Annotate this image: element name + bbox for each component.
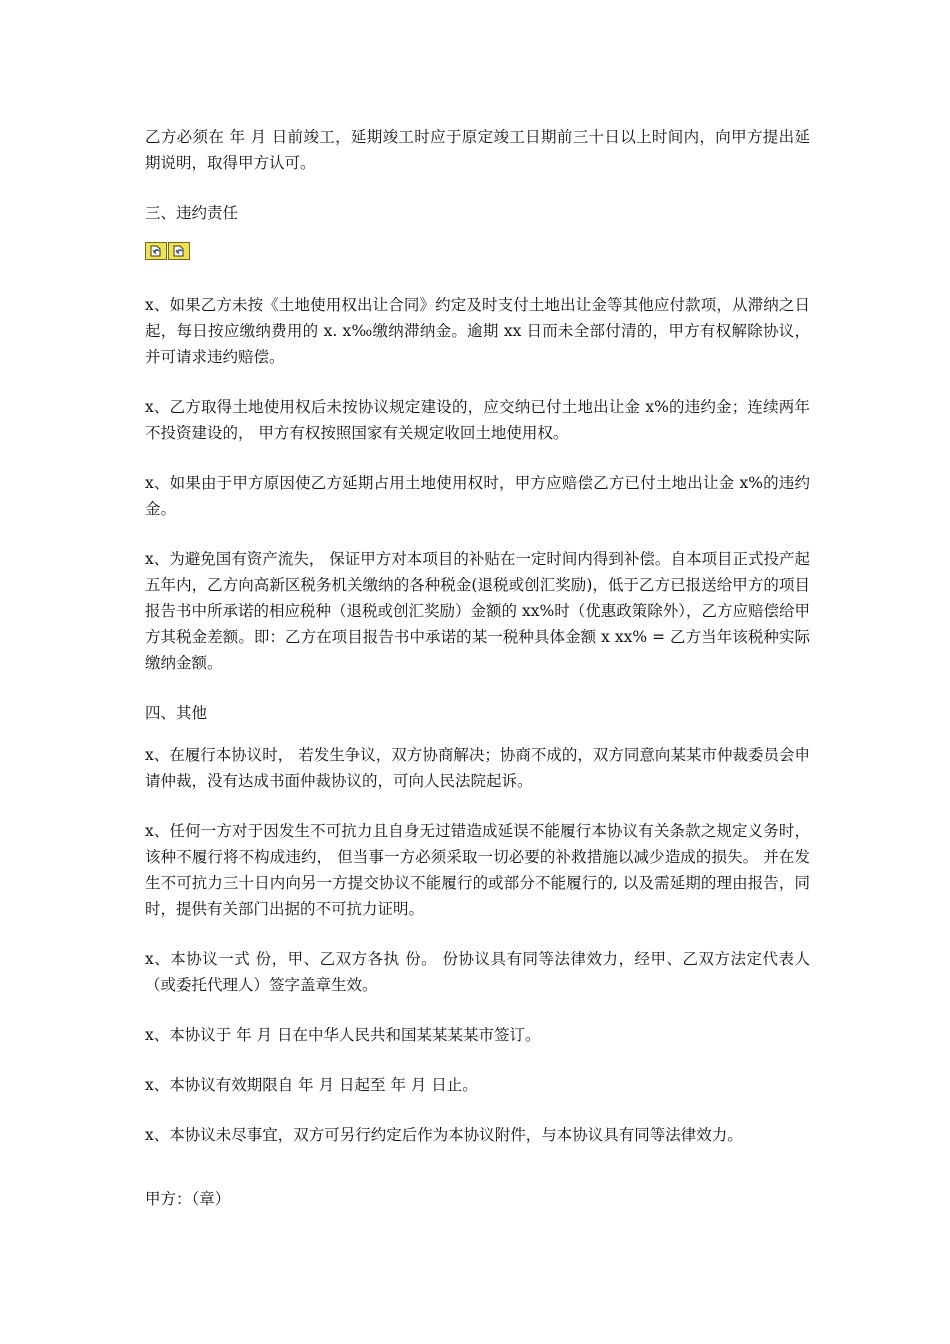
paragraph-construction-breach: x、乙方取得土地使用权后未按协议规定建设的，应交纳已付土地出让金 x%的违约金；连续两年不投资建设的， 甲方有权按照国家有关规定收回土地使用权。 bbox=[145, 398, 810, 442]
paragraph-validity-period: x、本协议有效期限自 年 月 日起至 年 月 日止。 bbox=[145, 1076, 478, 1094]
embedded-object-icons bbox=[145, 242, 810, 262]
paragraph-force-majeure: x、任何一方对于因发生不可抗力且自身无过错造成延误不能履行本协议有关条款之规定义务时，该种不履行将不构成违约， 但当事一方必须采取一切必要的补救措施以减少造成的损失。 并在发生不可抗力三十日内向另一方提交协议不能履行的或部分不能履行的, 以及需延期的理由报告，同时，提供有关部门出据的不可抗力证明。 bbox=[145, 822, 810, 918]
paragraph-tax-compensation: x、为避免国有资产流失， 保证甲方对本项目的补贴在一定时间内得到补偿。自本项目正式投产起五年内，乙方向高新区税务机关缴纳的各种税金(退税或创汇奖励)，低于乙方已报送给甲方的项目报告书中所承诺的相应税种（退税或创汇奖励）金额的 xx%时（优惠政策除外），乙方应赔偿给甲方其税金差额。即：乙方在项目报告书中承诺的某一税种具体金额 x xx% = 乙方当年该税种实际缴纳金额。 bbox=[145, 550, 810, 672]
paragraph-signing-place: x、本协议于 年 月 日在中华人民共和国某某某某市签订。 bbox=[145, 1026, 541, 1044]
paragraph-party-a-delay: x、如果由于甲方原因使乙方延期占用土地使用权时，甲方应赔偿乙方已付土地出让金 x%的违约金。 bbox=[145, 474, 810, 518]
paragraph-completion-deadline: 乙方必须在 年 月 日前竣工，延期竣工时应于原定竣工日期前三十日以上时间内，向甲方提出延期说明，取得甲方认可。 bbox=[145, 128, 810, 172]
paragraph-supplementary: x、本协议未尽事宜，双方可另行约定后作为本协议附件，与本协议具有同等法律效力。 bbox=[145, 1126, 743, 1144]
document-link-icon[interactable] bbox=[145, 242, 167, 260]
section-heading-breach-liability: 三、违约责任 bbox=[145, 204, 239, 222]
section-heading-other: 四、其他 bbox=[145, 704, 208, 722]
document-link-icon[interactable] bbox=[168, 242, 190, 260]
paragraph-late-payment: x、如果乙方未按《土地使用权出让合同》约定及时支付土地出让金等其他应付款项，从滞纳之日起，每日按应缴纳费用的 x. x‰缴纳滞纳金。逾期 xx 日而未全部付清的，甲方有权解除协议，并可请求违约赔偿。 bbox=[145, 296, 810, 366]
paragraph-copies: x、本协议一式 份，甲、乙双方各执 份。 份协议具有同等法律效力，经甲、乙双方法定代表人（或委托代理人）签字盖章生效。 bbox=[145, 950, 810, 994]
signature-party-a: 甲方：（章） bbox=[145, 1190, 231, 1208]
document-page bbox=[145, 124, 810, 1236]
paragraph-dispute-resolution: x、在履行本协议时， 若发生争议，双方协商解决；协商不成的，双方同意向某某市仲裁委员会申请仲裁，没有达成书面仲裁协议的，可向人民法院起诉。 bbox=[145, 746, 810, 790]
